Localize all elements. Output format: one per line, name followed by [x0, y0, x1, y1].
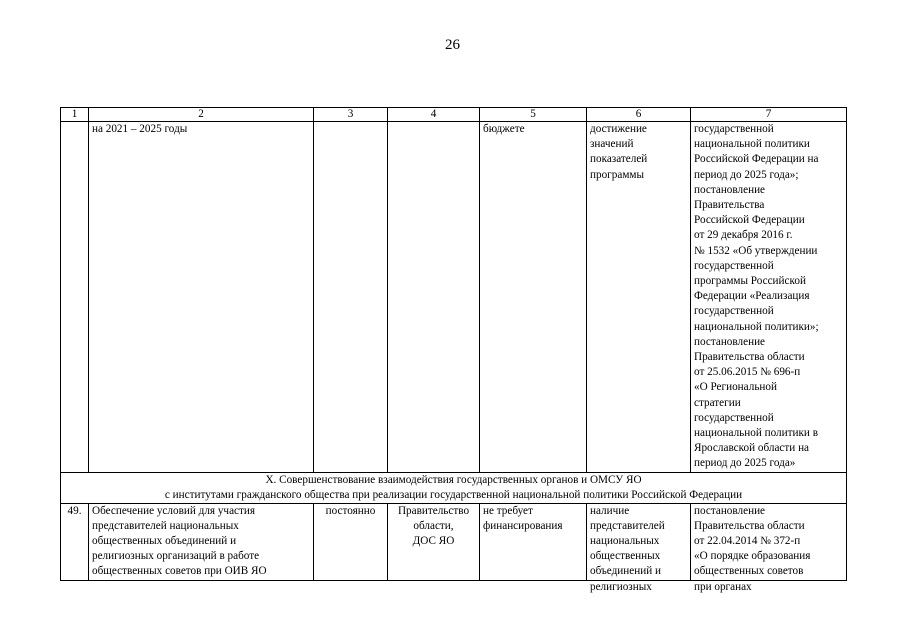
text-line: период до 2025 года»	[694, 457, 796, 470]
executor-cell	[388, 122, 480, 473]
text-line: постановление	[694, 183, 766, 196]
text-line: Правительство	[397, 504, 470, 517]
text-line: Ярославской области на	[694, 442, 810, 455]
text-line: от 25.06.2015 № 696-п	[694, 366, 801, 379]
result-cell	[587, 122, 691, 473]
text-line: программы Российской	[694, 275, 806, 288]
row-number-cell: 49.	[61, 503, 89, 580]
text-line: области,	[413, 519, 454, 532]
text-line: «О Региональной	[694, 381, 777, 394]
text-line: «О порядке образования	[694, 550, 811, 563]
text-line: наличие	[590, 504, 630, 517]
measure-cell	[89, 122, 314, 473]
table-row-49	[61, 503, 847, 580]
text-line: от 22.04.2014 № 372-п	[694, 535, 801, 548]
text-line: от 29 декабря 2016 г.	[694, 229, 793, 242]
legal-basis-cell	[691, 503, 847, 593]
deadline-cell	[314, 503, 388, 580]
text-line: представителей национальных	[92, 519, 239, 532]
text-line: представителей	[590, 519, 665, 532]
result-cell	[587, 503, 691, 593]
text-line: Российской Федерации	[694, 214, 805, 227]
text-line: финансирования	[483, 519, 563, 532]
text-line: стратегии	[694, 396, 741, 409]
section-heading-row	[61, 472, 847, 503]
column-number-row	[61, 108, 847, 122]
text-line: на 2021 – 2025 годы	[92, 123, 188, 135]
header-cell: 6	[587, 108, 691, 122]
row-number-cell	[61, 122, 89, 473]
text-line: общественных советов при ОИВ ЯО	[92, 565, 267, 578]
text-line: показателей	[590, 153, 648, 166]
text-line: государственной	[694, 305, 774, 318]
text-line: общественных объединений и	[92, 535, 237, 548]
text-line: постоянно	[325, 504, 376, 517]
header-cell: 7	[691, 108, 847, 122]
text-line: Российской Федерации на	[694, 153, 819, 166]
funding-cell	[480, 503, 587, 580]
continuation-row	[61, 122, 847, 473]
text-line: общественных	[590, 550, 661, 563]
text-line: № 1532 «Об утверждении	[694, 244, 818, 257]
text-line: национальной политики в	[694, 427, 819, 440]
section-heading-line: X. Совершенствование взаимодействия государственных органов и ОМСУ ЯО	[265, 473, 642, 486]
text-line: бюджете	[483, 123, 525, 135]
text-line: ДОС ЯО	[412, 535, 455, 548]
deadline-cell	[314, 122, 388, 473]
text-line: не требует	[483, 504, 533, 517]
text-line: религиозных	[590, 580, 652, 593]
text-line: постановление	[694, 504, 766, 517]
page-number: 26	[445, 37, 460, 53]
header-cell: 5	[480, 108, 587, 122]
measure-cell	[89, 503, 314, 580]
text-line: религиозных организаций в работе	[92, 550, 260, 563]
text-line: государственной	[694, 411, 774, 424]
text-line: при органах	[694, 580, 752, 593]
text-line: общественных советов	[694, 565, 804, 578]
text-line: национальных	[590, 535, 660, 548]
text-line: объединений и	[590, 565, 661, 578]
text-line: Правительства области	[694, 351, 805, 364]
text-line: национальной политики»;	[694, 320, 819, 333]
legal-basis-cell	[691, 122, 847, 473]
text-line: Правительства области	[694, 519, 805, 532]
header-cell: 1	[61, 108, 89, 122]
text-line: Обеспечение условий для участия	[92, 504, 256, 517]
text-line: постановление	[694, 335, 766, 348]
text-line: государственной	[694, 259, 774, 272]
section-heading-line: с институтами гражданского общества при реализации государственной национальной политики Российской Федерации	[164, 488, 743, 501]
header-cell: 3	[314, 108, 388, 122]
measures-table	[60, 107, 847, 593]
text-line: значений	[590, 138, 634, 151]
funding-cell	[480, 122, 587, 473]
header-cell: 4	[388, 108, 480, 122]
executor-cell	[388, 503, 480, 580]
text-line: период до 2025 года»;	[694, 168, 799, 181]
header-cell: 2	[89, 108, 314, 122]
text-line: Федерации «Реализация	[694, 290, 810, 303]
text-line: национальной политики	[694, 138, 810, 151]
text-line: программы	[590, 168, 644, 181]
text-line: Правительства	[694, 199, 765, 212]
text-line: государственной	[694, 123, 774, 135]
section-heading	[61, 472, 847, 503]
text-line: достижение	[590, 123, 647, 135]
